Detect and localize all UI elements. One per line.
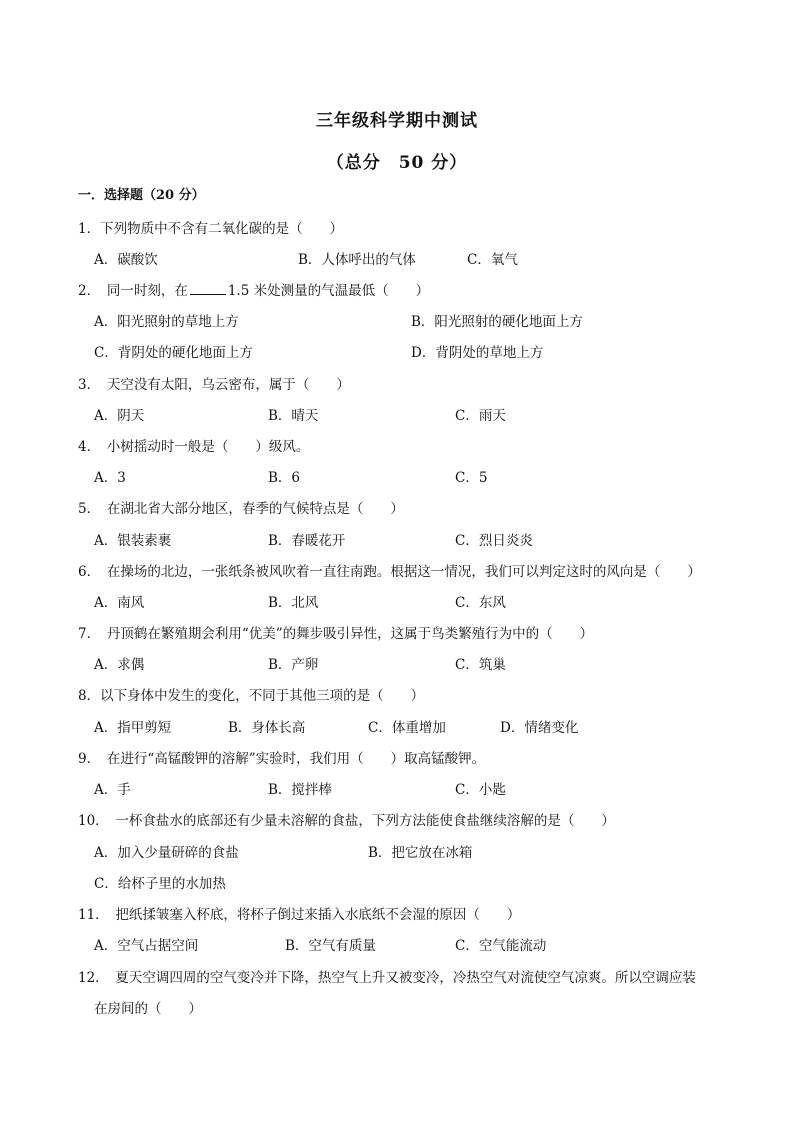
question-6: 6． 在操场的北边，一张纸条被风吹着一直往南跑。根据这一情况，我们可以判定这时的风向是（ ） bbox=[78, 564, 701, 580]
q8-option-d: D．情绪变化 bbox=[500, 720, 579, 736]
q9-option-c: C．小匙 bbox=[455, 782, 506, 798]
question-12: 12． 夏天空调四周的空气变冷并下降，热空气上升又被变冷，冷热空气对流使空气凉爽。所以空调应装 bbox=[78, 970, 696, 986]
q9-option-b: B．搅拌棒 bbox=[268, 782, 332, 798]
question-5: 5． 在湖北省大部分地区，春季的气候特点是（ ） bbox=[78, 501, 404, 517]
q5-option-c: C．烈日炎炎 bbox=[455, 533, 533, 549]
q4-option-c: C．5 bbox=[455, 470, 488, 486]
section-heading: 一．选择题（20 分） bbox=[78, 188, 205, 203]
question-3: 3． 天空没有太阳，乌云密布，属于（ ） bbox=[78, 377, 350, 393]
exam-subtitle: （总分 50 分） bbox=[326, 153, 468, 173]
question-4: 4． 小树摇动时一般是（ ）级风。 bbox=[78, 439, 310, 455]
q6-option-a: A．南风 bbox=[94, 595, 145, 611]
q11-option-b: B．空气有质量 bbox=[285, 938, 376, 954]
question-2 bbox=[78, 279, 429, 299]
q10-option-c: C．给杯子里的水加热 bbox=[94, 876, 226, 892]
q2-text-post: 1.5 米处测量的气温最低（ ） bbox=[227, 283, 430, 299]
q10-option-a: A．加入少量研碎的食盐 bbox=[94, 845, 239, 861]
q3-option-c: C．雨天 bbox=[455, 408, 506, 424]
question-10: 10． 一杯食盐水的底部还有少量未溶解的食盐，下列方法能使食盐继续溶解的是（ ） bbox=[78, 813, 615, 829]
question-12-continued: 在房间的（ ） bbox=[94, 1001, 202, 1017]
q7-option-c: C．筑巢 bbox=[455, 657, 506, 673]
q4-option-b: B．6 bbox=[268, 470, 301, 486]
q3-option-a: A．阴天 bbox=[94, 408, 145, 424]
q8-option-a: A．指甲剪短 bbox=[94, 720, 172, 736]
question-9: 9． 在进行“高锰酸钾的溶解”实验时，我们用（ ）取高锰酸钾。 bbox=[78, 751, 486, 767]
exam-title: 三年级科学期中测试 bbox=[316, 111, 478, 131]
q1-option-a: A．碳酸饮 bbox=[94, 252, 158, 268]
q9-option-a: A．手 bbox=[94, 782, 131, 798]
question-1: 1．下列物质中不含有二氧化碳的是（ ） bbox=[78, 221, 344, 237]
q11-option-c: C．空气能流动 bbox=[455, 938, 547, 954]
q10-option-b: B．把它放在冰箱 bbox=[368, 845, 473, 861]
q6-option-c: C．东风 bbox=[455, 595, 506, 611]
q7-option-a: A．求偶 bbox=[94, 657, 145, 673]
q3-option-b: B．晴天 bbox=[268, 408, 319, 424]
fill-blank bbox=[190, 282, 226, 295]
q6-option-b: B．北风 bbox=[268, 595, 319, 611]
q1-option-c: C．氧气 bbox=[467, 252, 518, 268]
q8-option-c: C．体重增加 bbox=[368, 720, 446, 736]
q11-option-a: A．空气占据空间 bbox=[94, 938, 199, 954]
q2-option-c: C．背阴处的硬化地面上方 bbox=[94, 345, 253, 361]
q5-option-b: B．春暖花开 bbox=[268, 533, 346, 549]
q4-option-a: A．3 bbox=[94, 470, 126, 486]
question-8: 8．以下身体中发生的变化，不同于其他三项的是（ ） bbox=[78, 688, 425, 704]
q2-option-a: A．阳光照射的草地上方 bbox=[94, 314, 239, 330]
q1-option-b: B．人体呼出的气体 bbox=[298, 252, 416, 268]
q2-option-d: D．背阴处的草地上方 bbox=[411, 345, 544, 361]
q8-option-b: B．身体长高 bbox=[228, 720, 306, 736]
question-11: 11． 把纸揉皱塞入杯底，将杯子倒过来插入水底纸不会湿的原因（ ） bbox=[78, 907, 521, 923]
q2-text-pre: 2． 同一时刻，在 bbox=[78, 283, 188, 299]
q7-option-b: B．产卵 bbox=[268, 657, 319, 673]
q5-option-a: A．银装素裹 bbox=[94, 533, 172, 549]
question-7: 7． 丹顶鹤在繁殖期会利用“优美”的舞步吸引异性，这属于鸟类繁殖行为中的（ ） bbox=[78, 626, 594, 642]
q2-option-b: B．阳光照射的硬化地面上方 bbox=[411, 314, 583, 330]
